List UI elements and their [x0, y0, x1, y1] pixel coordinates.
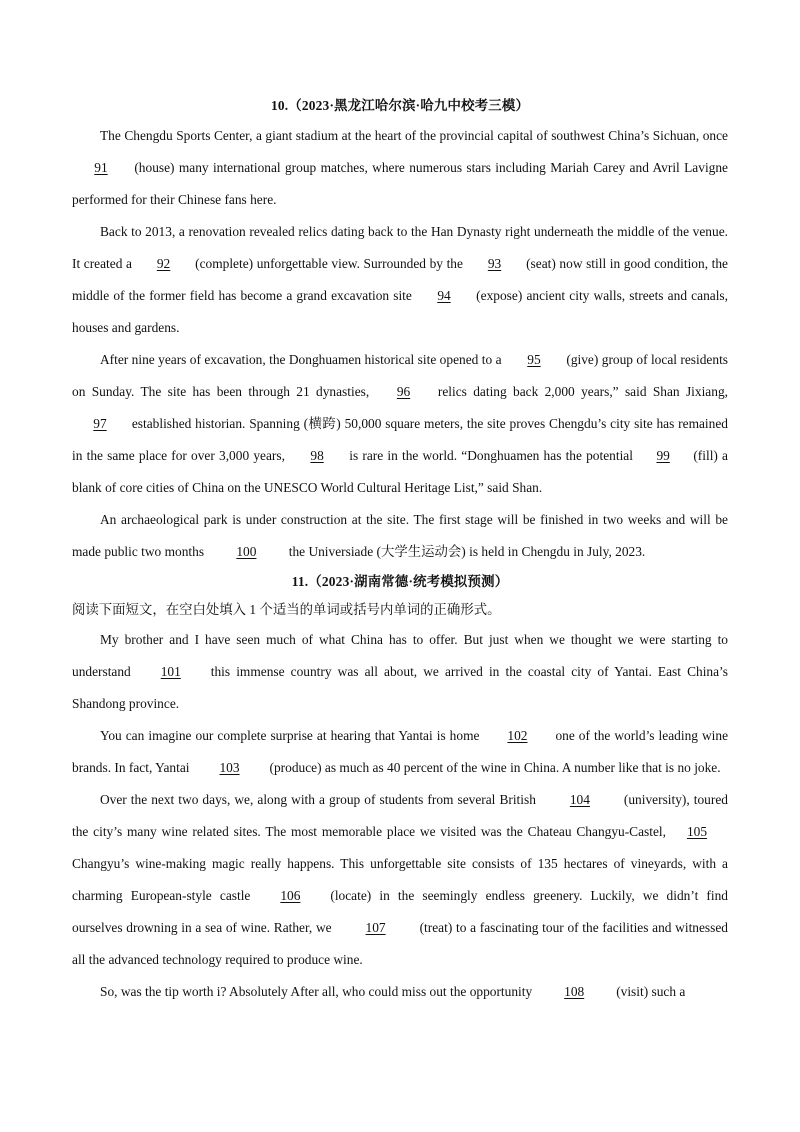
- text: (university), toured the city’s many wine related sites. The most memorable place we visited was the Chateau Changyu-Castel,: [72, 792, 728, 839]
- blank-105: 105: [686, 824, 708, 839]
- blank-91: 91: [94, 160, 108, 175]
- text: is rare in the world. “Donghuamen has the potential: [345, 448, 638, 463]
- blank-92: 92: [156, 256, 171, 271]
- text: established historian. Spanning (横跨) 50,000 square meters, the site proves Chengdu’s city site has remained in the same place for over 3,000 years,: [72, 416, 728, 463]
- text: Changyu’s wine-making magic really happens. This unforgettable site consists of 135 hectares of vineyards, with a charming European-style castle: [72, 856, 728, 903]
- text: (locate) in the seemingly endless greenery. Luckily, we didn’t find ourselves drowning in a sea of wine. Rather, we: [72, 888, 728, 935]
- blank-98: 98: [310, 448, 324, 463]
- text: Back to 2013, a renovation revealed relics dating back to the Han Dynasty right underneath the middle of the venue. It created a: [72, 224, 728, 271]
- text: You can imagine our complete surprise at hearing that Yantai is home: [100, 728, 480, 743]
- text: (complete) unforgettable view. Surrounded by the: [191, 256, 467, 271]
- text: My brother and I have seen much of what China has to offer. But just when we thought we were starting to understand: [72, 632, 728, 679]
- text: After nine years of excavation, the Donghuamen historical site opened to a: [100, 352, 505, 367]
- blank-103: 103: [219, 760, 240, 775]
- blank-96: 96: [396, 384, 411, 399]
- section-10-heading: 10.（2023·黑龙江哈尔滨·哈九中校考三模）: [270, 98, 530, 113]
- paragraph-10-2: [72, 216, 728, 344]
- blank-102: 102: [507, 728, 528, 743]
- text: The Chengdu Sports Center, a giant stadium at the heart of the provincial capital of southwest China’s Sichuan, once: [100, 128, 728, 143]
- text: relics dating back 2,000 years,” said Shan Jixiang,: [431, 384, 728, 399]
- paragraph-10-3: [72, 344, 728, 504]
- text: Over the next two days, we, along with a group of students from several British: [100, 792, 536, 807]
- document-page: [72, 92, 728, 1008]
- blank-108: 108: [564, 984, 585, 999]
- blank-107: 107: [365, 920, 386, 935]
- text: (expose) ancient city walls, streets and canals, houses and gardens.: [72, 288, 728, 335]
- blank-106: 106: [280, 888, 301, 903]
- text: (fill) a blank of core cities of China on the UNESCO World Cultural Heritage List,” said Shan.: [72, 448, 728, 495]
- paragraph-11-3: [72, 784, 728, 976]
- text: So, was the tip worth i? Absolutely After all, who could miss out the opportunity: [100, 984, 533, 999]
- blank-93: 93: [487, 256, 502, 271]
- blank-99: 99: [656, 448, 670, 463]
- text: An archaeological park is under construction at the site. The first stage will be finished in two weeks and will be made public two months: [72, 512, 728, 559]
- text: (seat) now still in good condition, the middle of the former field has become a grand excavation site: [72, 256, 728, 303]
- section-11: [72, 568, 728, 1008]
- paragraph-10-1: [72, 120, 728, 216]
- text: (house) many international group matches, where numerous stars including Mariah Carey and Avril Lavigne performed for their Chinese fans here.: [72, 160, 728, 207]
- blank-95: 95: [527, 352, 541, 367]
- paragraph-10-4: [72, 504, 728, 568]
- blank-97: 97: [93, 416, 107, 431]
- blank-94: 94: [437, 288, 451, 303]
- text: (treat) to a fascinating tour of the facilities and witnessed all the advanced technology required to produce wine.: [72, 920, 728, 967]
- text: (visit) such a: [616, 984, 686, 999]
- text: (give) group of local residents on Sunday. The site has been through 21 dynasties,: [72, 352, 728, 399]
- instruction: 阅读下面短文，在空白处填入 1 个适当的单词或括号内单词的正确形式。: [72, 602, 501, 617]
- blank-104: 104: [569, 792, 590, 807]
- section-10: [72, 92, 728, 568]
- paragraph-11-2: [72, 720, 728, 784]
- paragraph-11-1: [72, 624, 728, 720]
- text: the Universiade (大学生运动会) is held in Chengdu in July, 2023.: [285, 544, 646, 559]
- section-11-heading: 11.（2023·湖南常德·统考模拟预测）: [291, 574, 509, 589]
- paragraph-11-4: [72, 976, 728, 1008]
- text: (produce) as much as 40 percent of the wine in China. A number like that is no joke.: [269, 760, 721, 775]
- blank-101: 101: [160, 664, 181, 679]
- blank-100: 100: [236, 544, 257, 559]
- text: this immense country was all about, we arrived in the coastal city of Yantai. East China’s Shandong province.: [72, 664, 728, 711]
- text: one of the world’s leading wine brands. In fact, Yantai: [72, 728, 729, 775]
